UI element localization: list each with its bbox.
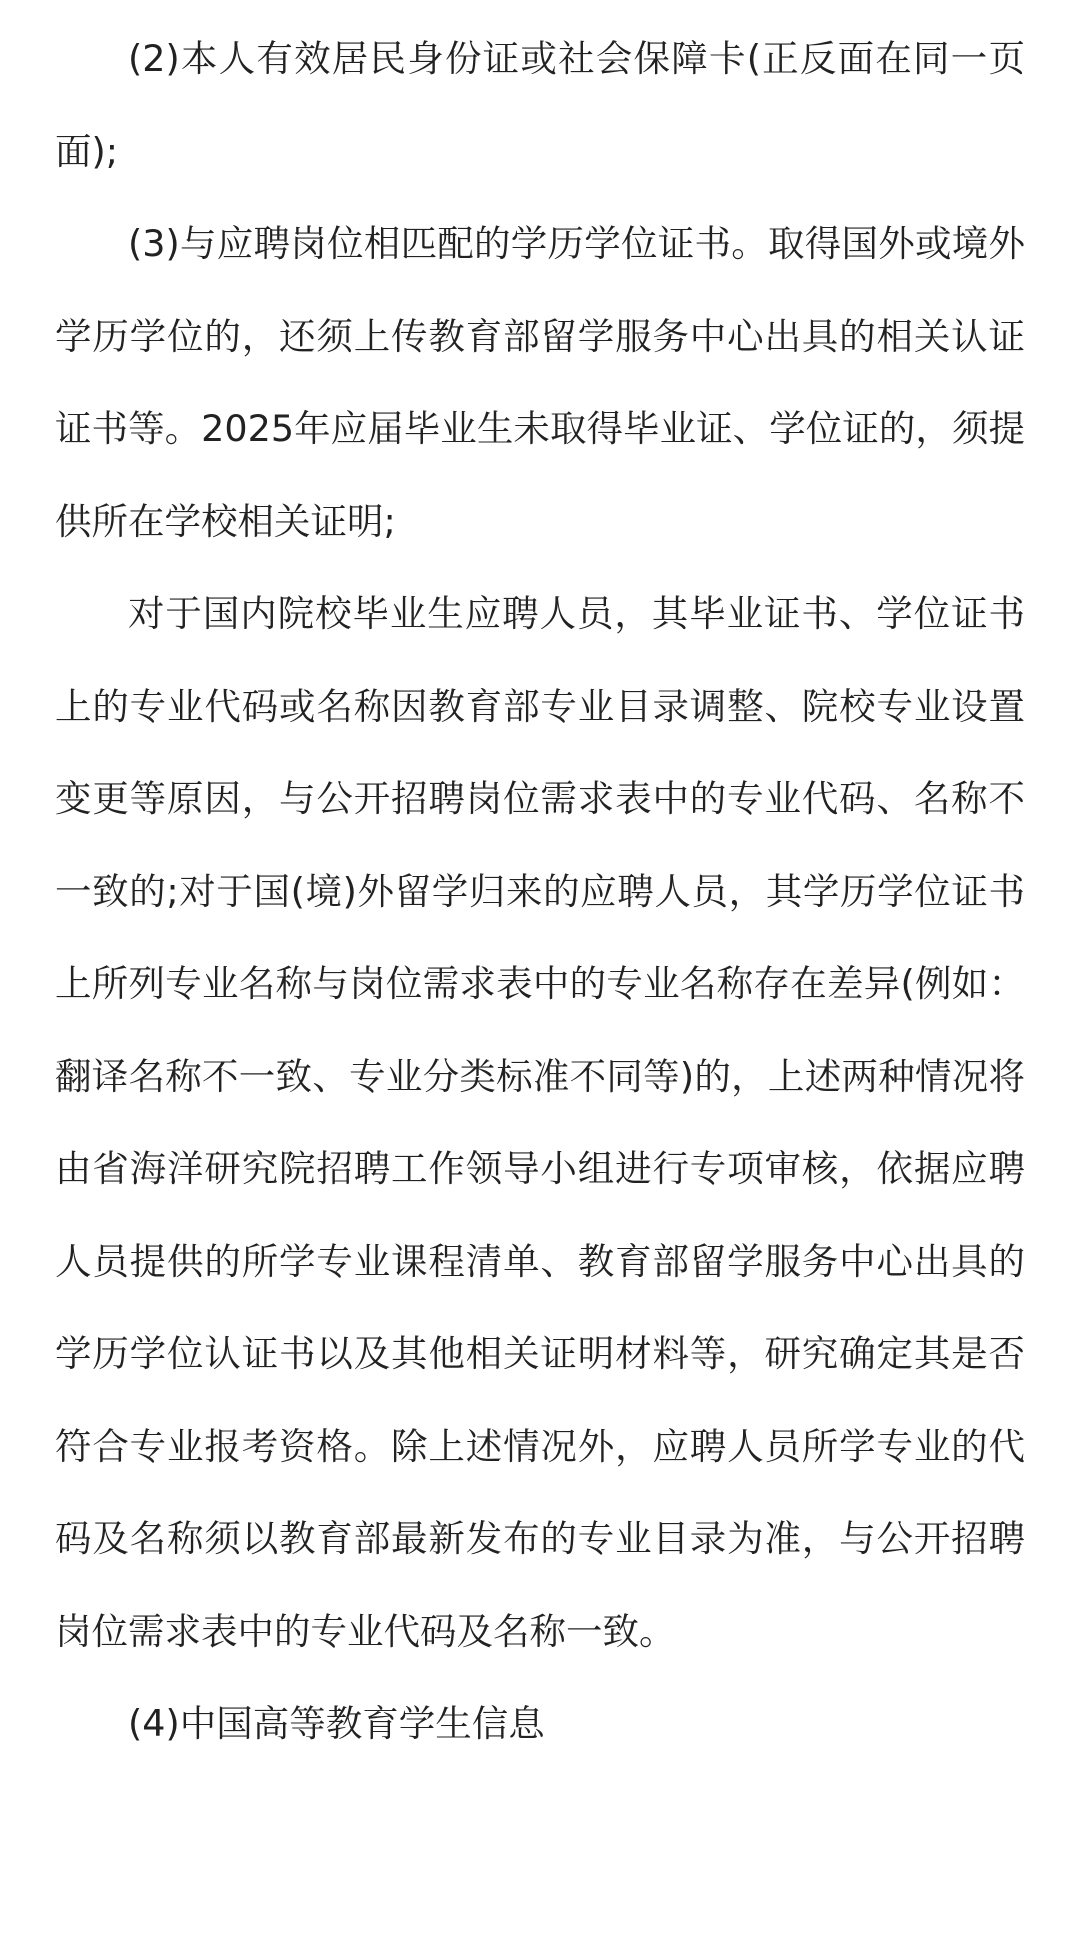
document-body (55, 13, 1025, 1771)
paragraph-major-review: 对于国内院校毕业生应聘人员，其毕业证书、学位证书上的专业代码或名称因教育部专业目录调整、院校专业设置变更等原因，与公开招聘岗位需求表中的专业代码、名称不一致的;对于国(境)外留学归来的应聘人员，其学历学位证书上所列专业名称与岗位需求表中的专业名称存在差异(例如：翻译名称不一致、专业分类标准不同等)的，上述两种情况将由省海洋研究院招聘工作领导小组进行专项审核，依据应聘人员提供的所学专业课程清单、教育部留学服务中心出具的学历学位认证书以及其他相关证明材料等，研究确定其是否符合专业报考资格。除上述情况外，应聘人员所学专业的代码及名称须以教育部最新发布的专业目录为准，与公开招聘岗位需求表中的专业代码及名称一致。 (55, 592, 1025, 1653)
paragraph-id-card: (2)本人有效居民身份证或社会保障卡(正反面在同一页面); (55, 37, 1025, 173)
paragraph-student-info: (4)中国高等教育学生信息 (128, 1702, 545, 1745)
paragraph-degree-certificate: (3)与应聘岗位相匹配的学历学位证书。取得国外或境外学历学位的，还须上传教育部留学服务中心出具的相关认证证书等。2025年应届毕业生未取得毕业证、学位证的，须提供所在学校相关证明; (55, 222, 1025, 543)
